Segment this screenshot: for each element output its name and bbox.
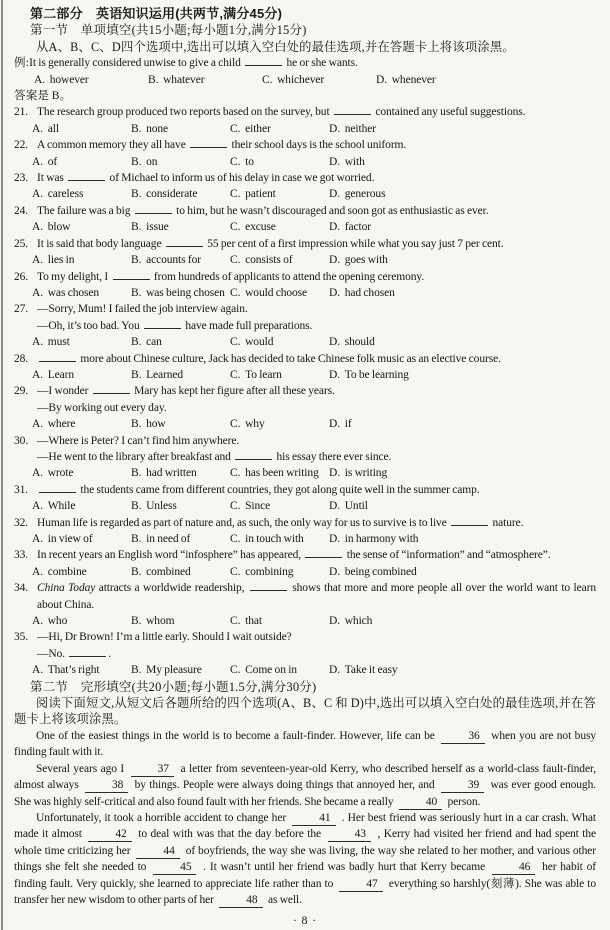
cloze-blank-39: 39 (441, 779, 484, 793)
answer-blank (334, 106, 371, 115)
question-number: 21. (14, 106, 29, 119)
option-b: B. My pleasure (131, 664, 202, 677)
option-d: D. whenever (376, 73, 436, 86)
answer-blank (245, 57, 282, 66)
question-stem: To my delight, I from hundreds of applicants to attend the opening ceremony. (37, 270, 425, 283)
question-28 (14, 351, 596, 384)
option-a: A. combine (32, 565, 87, 578)
question-number: 34. (14, 582, 29, 595)
part-title: 第二部分 英语知识运用(共两节,满分45分) (30, 6, 283, 21)
option-a: A. in view of (32, 533, 93, 545)
passage-paragraph: Unfortunately, it took a horrible accident to change her 41 . Her best friend was seriously hurt in a car crash. What made it almost 42 to deal with was that the day before the 43 , Kerry had visited her friend and had spent the whole time criticizing her 44 of boyfriends, the way she was living, the way she related to her mother, and various other things she felt she needed to 45 . It wasn’t until her friend was badly hurt that Kerry became 46 her habit of finding fault. Very quickly, she learned to appreciate life rather than to 47 everything so harshly(刻薄). She was able to transfer her new wisdom to other parts of her 48 as well. (14, 811, 596, 906)
option-c: C. either (230, 122, 271, 135)
passage-paragraph: Several years ago I 37 a letter from seventeen-year-old Kerry, who described herself as a world-class fault-finder, almost always 38 by things. People were always doing things that annoyed her, and 39 was ever good enough. She was highly self-critical and also found fault with her friends. She became a really 40 person. (14, 762, 596, 808)
option-b: B. can (131, 336, 162, 349)
options-row (32, 531, 596, 547)
option-d: D. Until (329, 500, 368, 513)
options-row (32, 465, 596, 481)
option-b: B. accounts for (131, 254, 202, 267)
question-29 (14, 383, 596, 432)
options-row (32, 285, 596, 301)
question-stem: —By working out every day. (37, 401, 167, 414)
option-a: A. however (34, 73, 89, 86)
question-number: 31. (14, 483, 29, 496)
option-c: C. has been writing (230, 467, 319, 480)
option-b: B. combined (131, 565, 191, 578)
questions-list (14, 104, 596, 678)
question-25 (14, 236, 596, 269)
cloze-blank-47: 47 (339, 878, 382, 892)
answer-blank (93, 385, 130, 394)
cloze-blank-41: 41 (292, 812, 335, 826)
example-block (14, 55, 596, 104)
option-a: A. careless (32, 188, 84, 201)
option-a: A. where (32, 418, 76, 431)
cloze-blank-37: 37 (131, 763, 174, 777)
section1-title: 第一节 单项填空(共15小题;每小题1分,满分15分) (30, 23, 307, 38)
option-c: C. would (230, 336, 274, 349)
question-21 (14, 104, 596, 137)
options-row (32, 367, 596, 383)
answer-blank (166, 238, 203, 247)
option-b: B. was being chosen (131, 286, 225, 299)
question-number: 28. (14, 352, 29, 365)
option-b: B. had written (131, 467, 197, 480)
option-d: D. which (329, 615, 373, 628)
question-number: 27. (14, 303, 29, 316)
option-c: C. combining (230, 565, 294, 578)
options-row (32, 219, 596, 235)
option-d: D. goes with (329, 254, 388, 267)
options-row (32, 662, 596, 678)
question-stem: The research group produced two reports based on the survey, but contained any useful suggestions. (37, 106, 526, 119)
option-c: C. patient (230, 188, 276, 201)
answer-blank (135, 205, 172, 214)
option-a: A. wrote (32, 467, 74, 480)
section2-title: 第二节 完形填空(共20小题;每小题1.5分,满分30分) (30, 679, 317, 694)
option-b: B. Learned (131, 368, 184, 381)
option-a: A. must (32, 336, 70, 349)
cloze-blank-43: 43 (328, 828, 371, 842)
question-26 (14, 269, 596, 302)
question-35 (14, 629, 596, 678)
question-number: 29. (14, 385, 29, 398)
option-a: A. blow (32, 221, 71, 234)
question-23 (14, 170, 596, 203)
section2-instructions: 阅读下面短文,从短文后各题所给的四个选项(A、B、C 和 D)中,选出可以填入空白处的最佳选项,并在答题卡上将该项涂黑。 (14, 696, 596, 727)
option-b: B. whatever (148, 73, 205, 86)
question-27 (14, 301, 596, 350)
option-d: D. factor (329, 221, 371, 234)
cloze-blank-48: 48 (219, 894, 262, 908)
option-b: B. issue (131, 221, 169, 234)
options-row (32, 416, 596, 432)
question-stem: —Oh, it’s too bad. You have made full preparations. (37, 319, 313, 332)
option-b: B. how (131, 418, 166, 431)
example-stem (14, 55, 596, 71)
question-24 (14, 203, 596, 236)
question-number: 26. (14, 270, 29, 283)
option-b: B. whom (131, 615, 175, 628)
option-c: C. that (230, 615, 262, 628)
example-label: 例: (14, 57, 30, 70)
cloze-blank-40: 40 (399, 796, 442, 810)
cloze-passage (14, 728, 596, 908)
question-stem: —I wonder Mary has kept her figure after all these years. (37, 385, 335, 398)
question-number: 32. (14, 516, 29, 529)
option-a: A. was chosen (32, 286, 100, 299)
options-row (32, 186, 596, 202)
example-answer: 答案是 B。 (14, 90, 72, 103)
options-row (32, 498, 596, 514)
options-row (32, 613, 596, 629)
option-d: D. if (329, 418, 352, 431)
cloze-blank-46: 46 (492, 861, 535, 875)
question-stem: A common memory they all have their school days is the school uniform. (37, 139, 407, 152)
question-stem: the students came from different countries, they got along quite well in the summer camp. (37, 482, 596, 498)
cloze-blank-42: 42 (88, 828, 131, 842)
answer-blank (113, 270, 150, 279)
options-row (32, 252, 596, 268)
option-d: D. being combined (329, 565, 417, 578)
answer-blank (39, 352, 76, 361)
option-a: A. of (32, 155, 58, 168)
option-b: B. none (131, 122, 169, 135)
question-stem: In recent years an English word “infosphere” has appeared, the sense of “information” and “atmosphere”. (37, 549, 551, 562)
answer-blank (305, 549, 342, 558)
question-22 (14, 137, 596, 170)
question-stem: It is said that body language 55 per cent of a first impression while what you say just 7 per cent. (37, 237, 504, 250)
option-d: D. neither (329, 122, 376, 135)
option-d: D. Take it easy (329, 664, 398, 677)
answer-blank (190, 139, 227, 148)
section1-instructions: 从A、B、C、D四个选项中,选出可以填入空白处的最佳选项,并在答题卡上将该项涂黑。 (36, 39, 515, 54)
option-a: A. who (32, 615, 68, 628)
option-d: D. should (329, 336, 375, 349)
question-34 (14, 580, 596, 629)
option-a: A. lies in (32, 254, 75, 267)
answer-blank (39, 484, 76, 493)
passage-paragraph: One of the easiest things in the world is to become a fault-finder. However, life can be 36 when you are not busy finding fault with it. (14, 729, 596, 759)
option-c: C. Since (230, 500, 271, 513)
option-d: D. in harmony with (329, 533, 419, 545)
question-stem: Human life is regarded as part of nature and, as such, the only way for us to survive is to live nature. (37, 516, 524, 529)
option-d: D. had chosen (329, 286, 395, 299)
example-stem-text: It is generally considered unwise to give a child he or she wants. (29, 57, 358, 70)
option-b: B. Unless (131, 500, 177, 513)
option-c: C. consists of (230, 254, 293, 267)
question-31 (14, 482, 596, 515)
question-stem: —Where is Peter? I can’t find him anywhere. (37, 434, 240, 447)
option-d: D. To be learning (329, 368, 409, 381)
options-row (32, 121, 596, 137)
question-number: 23. (14, 172, 29, 185)
question-number: 30. (14, 434, 29, 447)
options-row (32, 334, 596, 350)
question-stem: —He went to the library after breakfast and his essay there ever since. (37, 450, 392, 463)
question-stem: China Today attracts a worldwide readership, shows that more and more people all over the world want to learn about China. (37, 582, 597, 611)
question-stem: —Hi, Dr Brown! I’m a little early. Should I wait outside? (37, 631, 292, 644)
question-number: 22. (14, 139, 29, 152)
answer-blank (144, 320, 181, 329)
question-30 (14, 433, 596, 482)
question-number: 25. (14, 237, 29, 250)
option-c: C. Come on in (230, 664, 297, 677)
option-c: C. excuse (230, 221, 276, 234)
option-d: D. with (329, 155, 365, 168)
option-b: B. in need of (131, 533, 191, 545)
question-stem: —Sorry, Mum! I failed the job interview again. (37, 303, 248, 316)
options-row (32, 154, 596, 170)
italic-text: China Today (37, 582, 96, 595)
option-c: C. to (230, 155, 254, 168)
page-number: · 8 · (292, 913, 318, 928)
option-c: C. whichever (262, 73, 325, 86)
answer-blank (250, 582, 287, 591)
question-number: 24. (14, 204, 29, 217)
option-a: A. Learn (32, 368, 75, 381)
scan-edge-line (1, 0, 3, 930)
cloze-blank-38: 38 (85, 779, 128, 793)
question-32 (14, 515, 596, 548)
option-d: D. generous (329, 188, 386, 201)
question-stem: —No. . (37, 647, 112, 660)
option-b: B. considerate (131, 188, 198, 201)
cloze-blank-44: 44 (136, 845, 179, 859)
cloze-blank-36: 36 (441, 730, 484, 744)
option-c: C. would choose (230, 286, 308, 299)
question-number: 33. (14, 549, 29, 562)
option-a: A. all (32, 122, 59, 135)
answer-blank (69, 648, 106, 657)
option-d: D. is writing (329, 467, 388, 480)
option-c: C. why (230, 418, 265, 431)
answer-blank (451, 517, 488, 526)
option-a: A. That’s right (32, 664, 100, 677)
option-c: C. in touch with (230, 533, 304, 545)
option-a: A. While (32, 500, 76, 513)
question-number: 35. (14, 631, 29, 644)
option-b: B. on (131, 155, 158, 168)
options-row (32, 564, 596, 580)
cloze-blank-45: 45 (153, 861, 196, 875)
question-stem: The failure was a big to him, but he wasn’t discouraged and soon got as enthusiastic as ever. (37, 204, 489, 217)
question-stem: It was of Michael to inform us of his delay in case we got worried. (37, 172, 375, 185)
question-stem: more about Chinese culture, Jack has decided to take Chinese folk music as an elective course. (37, 351, 596, 367)
option-c: C. To learn (230, 368, 282, 381)
answer-blank (68, 172, 105, 181)
example-options-row (34, 72, 596, 88)
answer-blank (235, 451, 272, 460)
question-33 (14, 547, 596, 580)
